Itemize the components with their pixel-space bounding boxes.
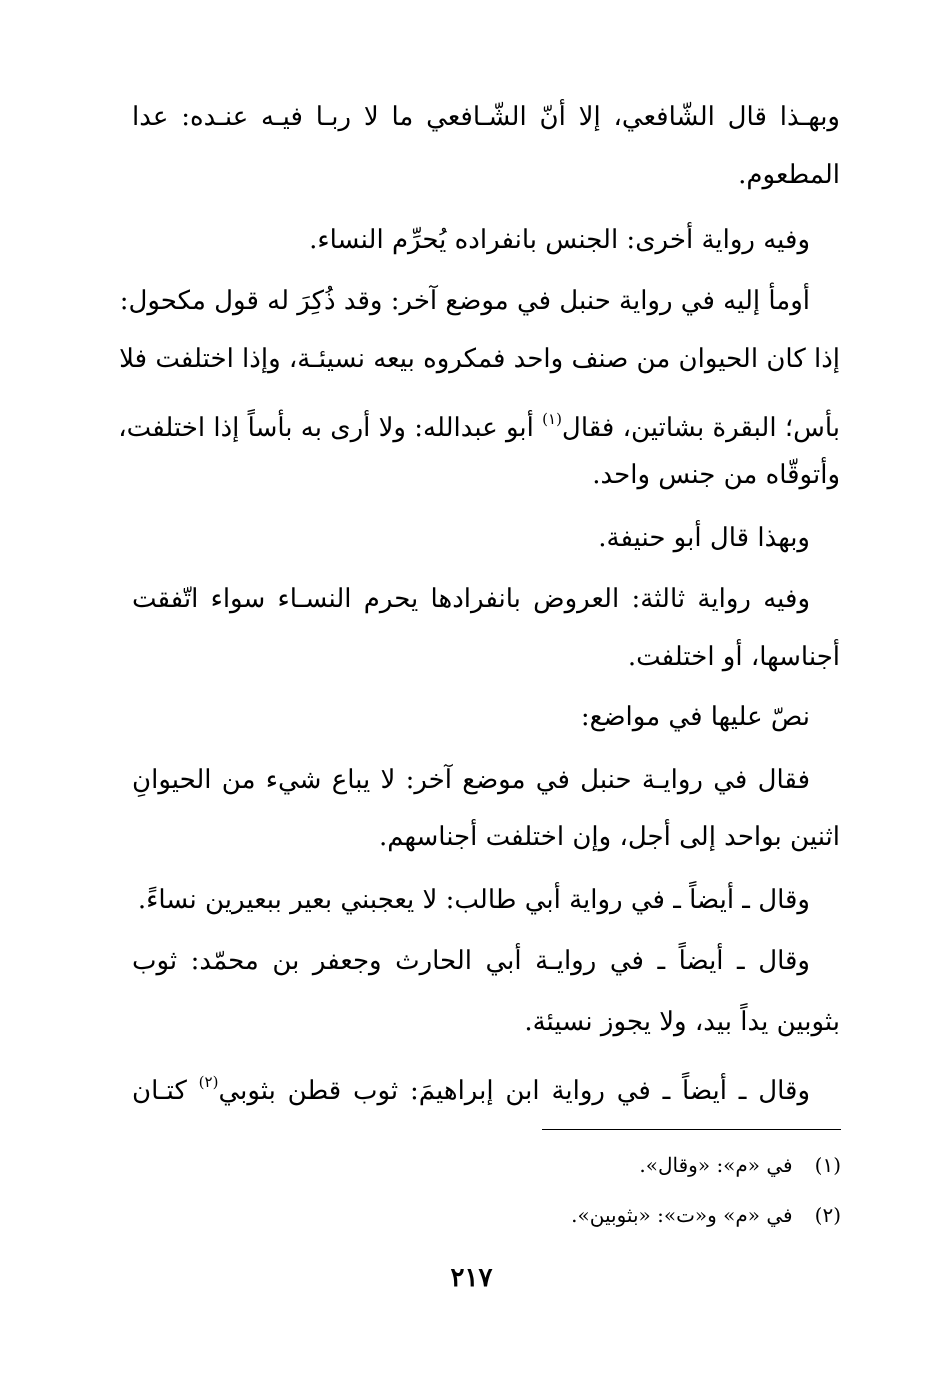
text-line: وقال ـ أيضاً ـ في روايـة أبي الحارث وجعفر بن محمّد: ثوب bbox=[132, 946, 810, 976]
footnote-number: (١) bbox=[814, 1153, 841, 1177]
footnote bbox=[571, 1200, 841, 1230]
text-line: وبهذا قال أبو حنيفة. bbox=[598, 523, 810, 553]
text-line-with-footnote-ref bbox=[118, 399, 840, 443]
page-number: ٢١٧ bbox=[450, 1263, 493, 1293]
footnote-text: في «م»: «وقال». bbox=[639, 1153, 793, 1177]
footnote-separator bbox=[542, 1129, 841, 1130]
footnote-text: في «م» و«ت»: «بثوبين». bbox=[571, 1203, 793, 1227]
footnote-number: (٢) bbox=[814, 1203, 841, 1227]
text-line: إذا كان الحيوان من صنف واحد فمكروه بيعه نسيئـة، وإذا اختلفت فلا bbox=[119, 344, 840, 374]
text-line: وقال ـ أيضاً ـ في رواية أبي طالب: لا يعجبني بعير ببعيرين نساءً. bbox=[137, 885, 810, 915]
text-segment: بأس؛ البقرة بشاتين، فقال bbox=[561, 413, 840, 443]
text-line: نصّ عليها في مواضع: bbox=[580, 702, 810, 732]
text-line: بثوبين يداً بيد، ولا يجوز نسيئة. bbox=[524, 1007, 840, 1037]
text-line: وفيه رواية أخرى: الجنس بانفراده يُحرِّم النساء. bbox=[309, 225, 810, 255]
text-line: فقال في روايـة حنبل في موضع آخر: لا يباع شيء من الحيوانِ bbox=[132, 765, 810, 795]
text-line: أومأ إليه في رواية حنبل في موضع آخر: وقد ذُكِرَ له قول مكحول: bbox=[119, 286, 810, 316]
text-line: المطعوم. bbox=[738, 160, 840, 190]
text-line: أجناسها، أو اختلفت. bbox=[627, 642, 840, 672]
footnote-ref: (١) bbox=[542, 410, 562, 428]
text-line: وأتوقّاه من جنس واحد. bbox=[592, 460, 840, 490]
text-line: وبهـذا قال الشّافعي، إلا أنّ الشّـافعي ما لا ربـا فيـه عنـده: عدا bbox=[132, 102, 840, 132]
text-segment: وقال ـ أيضاً ـ في رواية ابن إبراهيمَ: ثوب قطن بثوبي bbox=[218, 1076, 810, 1106]
text-line-with-footnote-ref bbox=[132, 1062, 810, 1106]
text-line: اثنين بواحد إلى أجل، وإن اختلفت أجناسهم. bbox=[378, 822, 840, 852]
text-segment: كتـان bbox=[132, 1076, 199, 1106]
footnote bbox=[639, 1150, 841, 1180]
text-line: وفيه رواية ثالثة: العروض بانفرادها يحرم النسـاء سواء اتّفقت bbox=[132, 584, 810, 614]
footnote-ref: (٢) bbox=[198, 1073, 219, 1091]
text-segment: أبو عبدالله: ولا أرى به بأساً إذا اختلفت، bbox=[118, 413, 543, 443]
